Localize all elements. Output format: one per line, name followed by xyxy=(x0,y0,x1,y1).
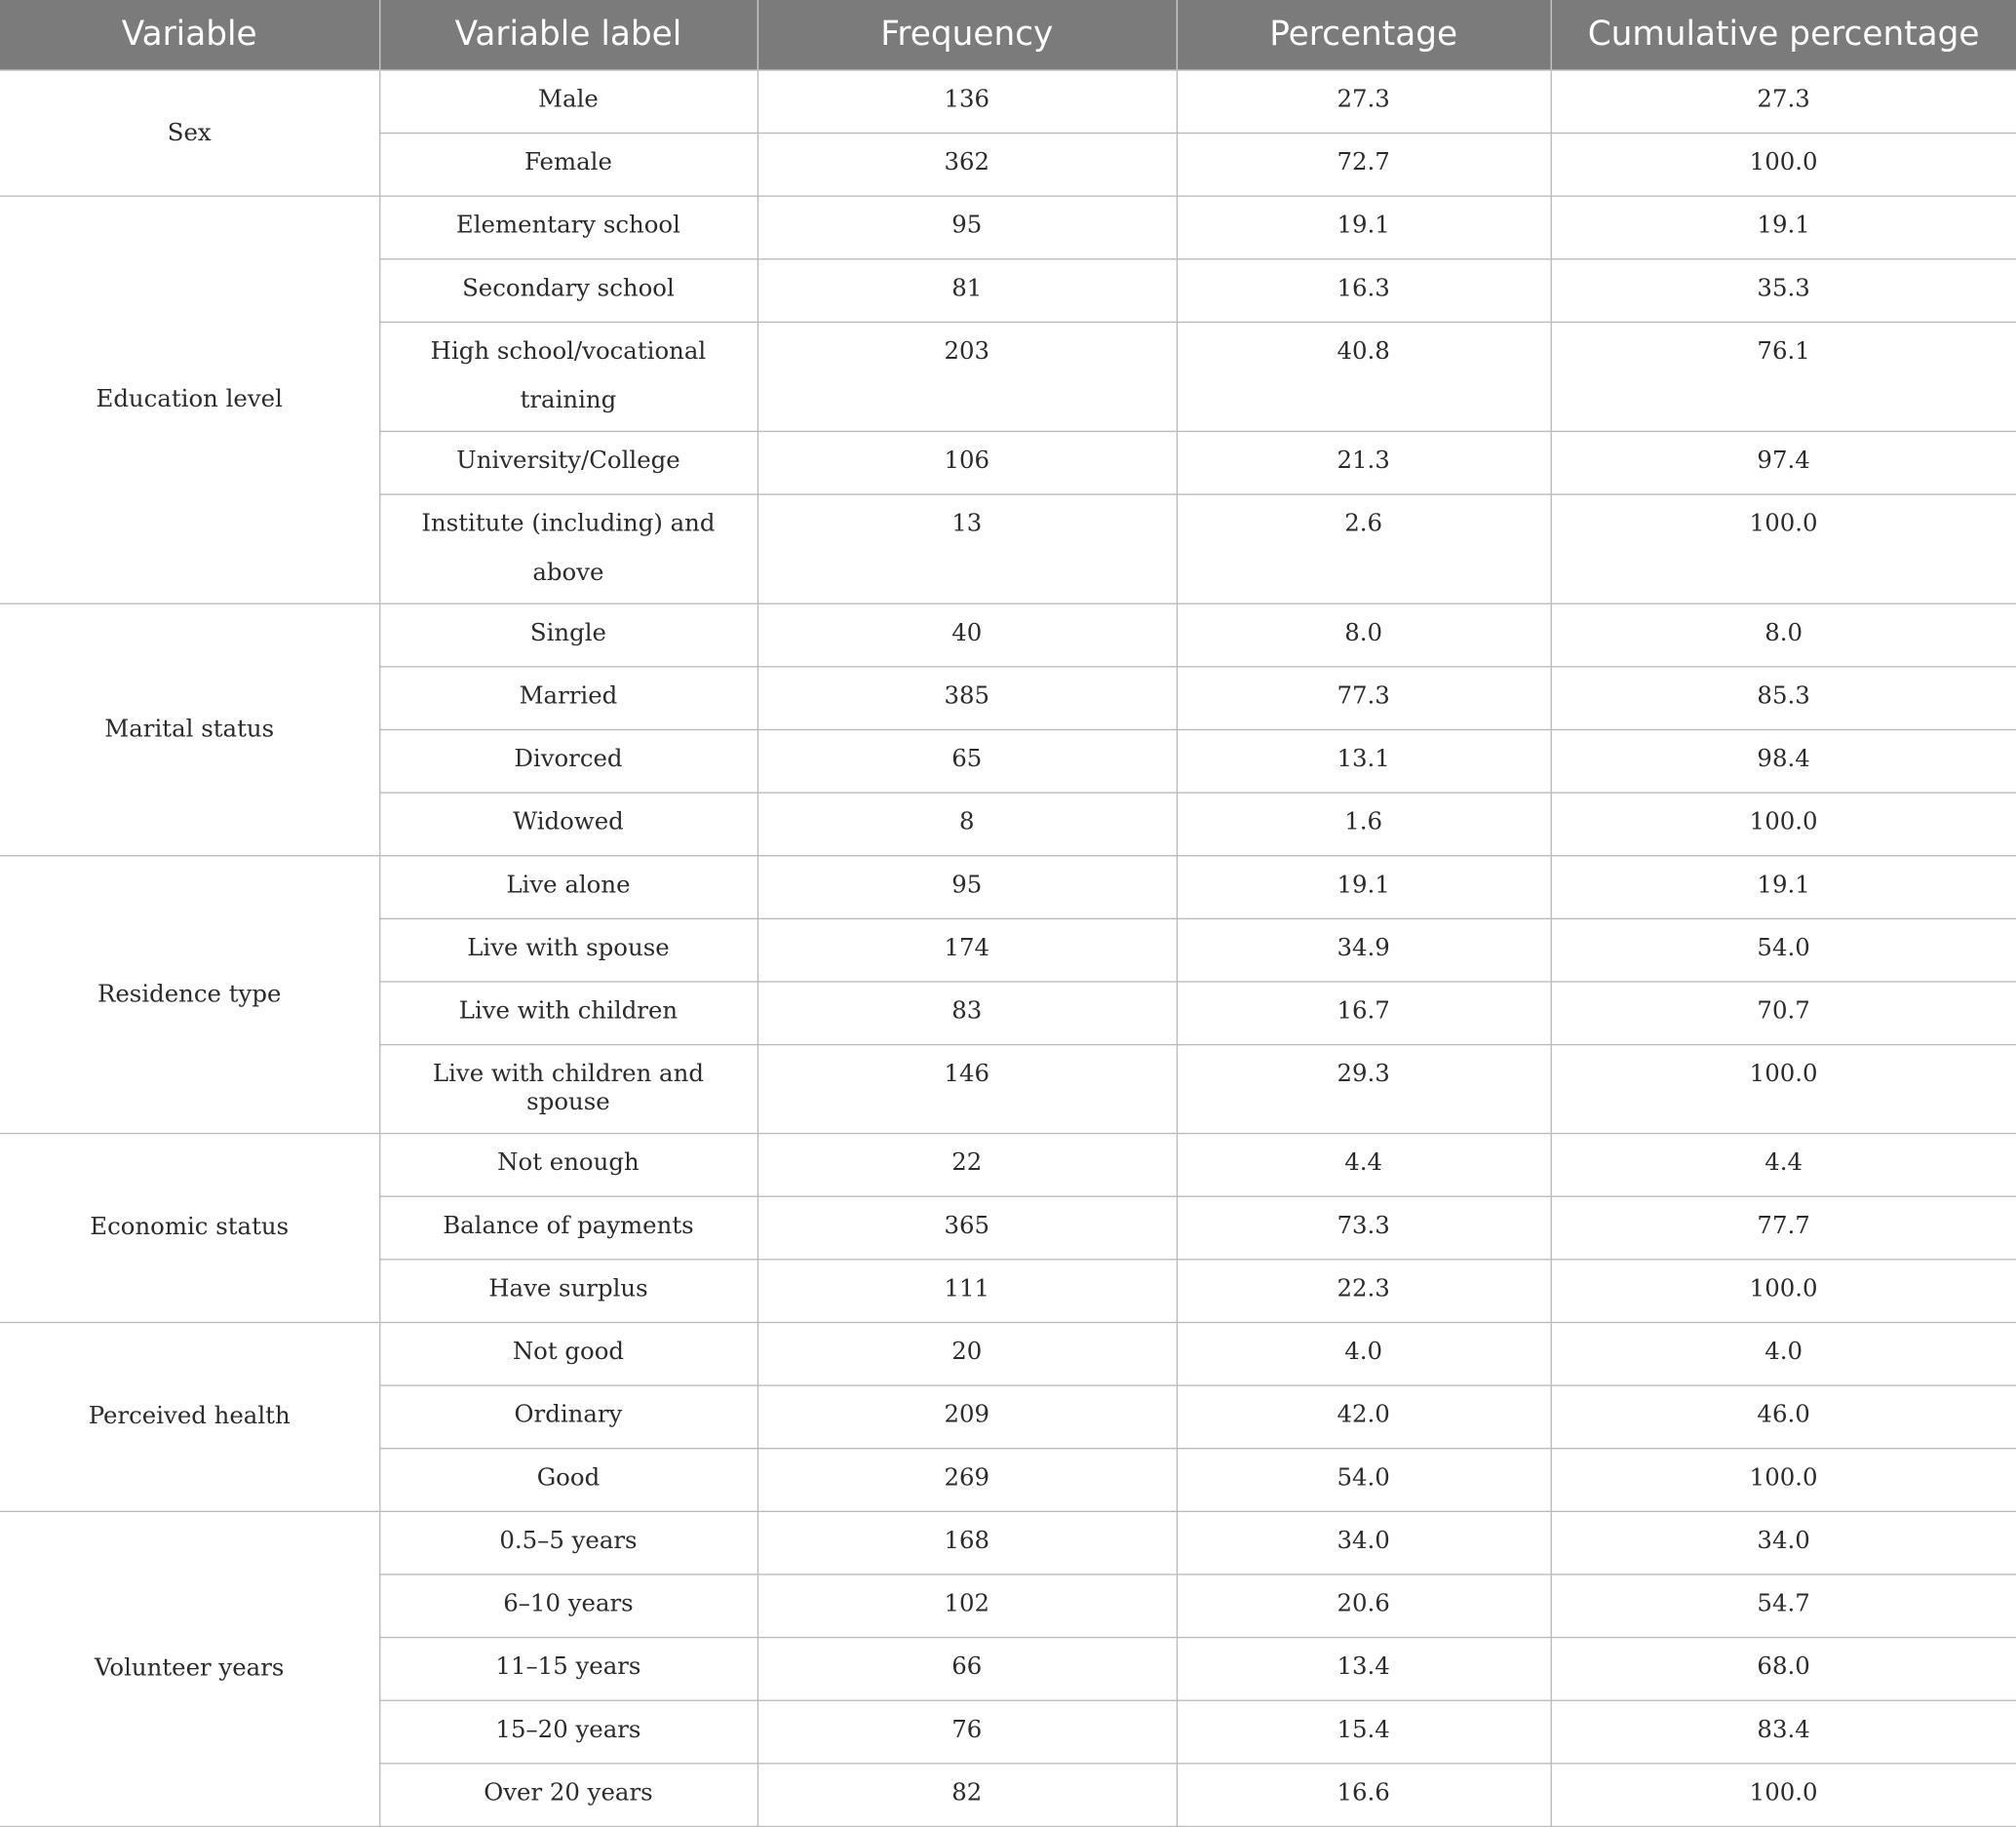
frequency-cell: 65 xyxy=(757,729,1177,793)
percentage-cell: 72.7 xyxy=(1177,134,1551,197)
header-variable: Variable xyxy=(0,0,379,70)
frequency-cell: 95 xyxy=(757,196,1177,259)
variable-label-cell: Married xyxy=(379,667,757,730)
cumulative-percentage-cell: 100.0 xyxy=(1551,1764,2016,1827)
percentage-cell: 29.3 xyxy=(1177,1045,1551,1134)
frequency-cell: 66 xyxy=(757,1638,1177,1701)
table-row xyxy=(0,1511,2016,1574)
cumulative-percentage-cell: 100.0 xyxy=(1551,1260,2016,1323)
cumulative-percentage-cell: 97.4 xyxy=(1551,431,2016,494)
frequency-cell: 362 xyxy=(757,134,1177,197)
frequency-cell: 95 xyxy=(757,856,1177,919)
percentage-cell: 19.1 xyxy=(1177,196,1551,259)
variable-label-cell: Secondary school xyxy=(379,259,757,323)
cumulative-percentage-cell: 77.7 xyxy=(1551,1196,2016,1260)
variable-label-cell: Live with spouse xyxy=(379,918,757,982)
frequency-cell: 111 xyxy=(757,1260,1177,1323)
cumulative-percentage-cell: 70.7 xyxy=(1551,982,2016,1045)
variable-label-cell: University/College xyxy=(379,431,757,494)
percentage-cell: 21.3 xyxy=(1177,431,1551,494)
header-frequency: Frequency xyxy=(757,0,1177,70)
cumulative-percentage-cell: 76.1 xyxy=(1551,322,2016,431)
percentage-cell: 22.3 xyxy=(1177,1260,1551,1323)
cumulative-percentage-cell: 4.4 xyxy=(1551,1134,2016,1197)
cumulative-percentage-cell: 46.0 xyxy=(1551,1385,2016,1449)
frequency-cell: 106 xyxy=(757,431,1177,494)
cumulative-percentage-cell: 85.3 xyxy=(1551,667,2016,730)
frequency-cell: 385 xyxy=(757,667,1177,730)
frequency-cell: 269 xyxy=(757,1449,1177,1512)
percentage-cell: 4.0 xyxy=(1177,1322,1551,1385)
percentage-cell: 73.3 xyxy=(1177,1196,1551,1260)
percentage-cell: 15.4 xyxy=(1177,1700,1551,1764)
percentage-cell: 27.3 xyxy=(1177,70,1551,134)
cumulative-percentage-cell: 19.1 xyxy=(1551,196,2016,259)
variable-label-cell: Live with children xyxy=(379,982,757,1045)
cumulative-percentage-cell: 34.0 xyxy=(1551,1511,2016,1574)
variable-label-cell: 0.5–5 years xyxy=(379,1511,757,1574)
frequency-cell: 365 xyxy=(757,1196,1177,1260)
variable-label-cell: Institute (including) and above xyxy=(379,494,757,603)
cumulative-percentage-cell: 35.3 xyxy=(1551,259,2016,323)
variable-label-cell: Not enough xyxy=(379,1134,757,1197)
variable-label-cell: Widowed xyxy=(379,793,757,856)
percentage-cell: 42.0 xyxy=(1177,1385,1551,1449)
frequency-cell: 174 xyxy=(757,918,1177,982)
variable-label-cell: Over 20 years xyxy=(379,1764,757,1827)
variable-label-cell: 11–15 years xyxy=(379,1638,757,1701)
table-row xyxy=(0,856,2016,919)
percentage-cell: 54.0 xyxy=(1177,1449,1551,1512)
variable-label-cell: Female xyxy=(379,134,757,197)
percentage-cell: 1.6 xyxy=(1177,793,1551,856)
variable-label-cell: Single xyxy=(379,603,757,667)
table-header xyxy=(0,0,2016,70)
frequency-cell: 22 xyxy=(757,1134,1177,1197)
variable-label-cell: High school/vocational training xyxy=(379,322,757,431)
percentage-cell: 4.4 xyxy=(1177,1134,1551,1197)
variable-cell: Residence type xyxy=(0,856,379,1134)
percentage-cell: 13.4 xyxy=(1177,1638,1551,1701)
percentage-cell: 16.3 xyxy=(1177,259,1551,323)
cumulative-percentage-cell: 100.0 xyxy=(1551,1045,2016,1134)
variable-label-cell: Live with children and spouse xyxy=(379,1045,757,1134)
frequency-cell: 13 xyxy=(757,494,1177,603)
cumulative-percentage-cell: 54.7 xyxy=(1551,1574,2016,1638)
frequency-cell: 82 xyxy=(757,1764,1177,1827)
variable-label-cell: Not good xyxy=(379,1322,757,1385)
header-row xyxy=(0,0,2016,70)
variable-cell: Sex xyxy=(0,70,379,196)
frequency-cell: 136 xyxy=(757,70,1177,134)
cumulative-percentage-cell: 100.0 xyxy=(1551,1449,2016,1512)
cumulative-percentage-cell: 54.0 xyxy=(1551,918,2016,982)
cumulative-percentage-cell: 100.0 xyxy=(1551,793,2016,856)
variable-label-cell: Divorced xyxy=(379,729,757,793)
percentage-cell: 16.6 xyxy=(1177,1764,1551,1827)
frequency-cell: 168 xyxy=(757,1511,1177,1574)
variable-cell: Perceived health xyxy=(0,1322,379,1511)
cumulative-percentage-cell: 98.4 xyxy=(1551,729,2016,793)
table-row xyxy=(0,1134,2016,1197)
frequency-cell: 76 xyxy=(757,1700,1177,1764)
cumulative-percentage-cell: 4.0 xyxy=(1551,1322,2016,1385)
variable-cell: Marital status xyxy=(0,603,379,856)
percentage-cell: 13.1 xyxy=(1177,729,1551,793)
table-row xyxy=(0,70,2016,134)
table-row xyxy=(0,603,2016,667)
percentage-cell: 20.6 xyxy=(1177,1574,1551,1638)
percentage-cell: 77.3 xyxy=(1177,667,1551,730)
percentage-cell: 19.1 xyxy=(1177,856,1551,919)
cumulative-percentage-cell: 83.4 xyxy=(1551,1700,2016,1764)
header-cumulative-percentage: Cumulative percentage xyxy=(1551,0,2016,70)
variable-cell: Economic status xyxy=(0,1134,379,1323)
cumulative-percentage-cell: 68.0 xyxy=(1551,1638,2016,1701)
variable-label-cell: 15–20 years xyxy=(379,1700,757,1764)
variable-cell: Education level xyxy=(0,196,379,603)
percentage-cell: 8.0 xyxy=(1177,603,1551,667)
frequency-cell: 20 xyxy=(757,1322,1177,1385)
frequency-cell: 102 xyxy=(757,1574,1177,1638)
frequency-cell: 203 xyxy=(757,322,1177,431)
cumulative-percentage-cell: 27.3 xyxy=(1551,70,2016,134)
percentage-cell: 34.0 xyxy=(1177,1511,1551,1574)
frequency-cell: 209 xyxy=(757,1385,1177,1449)
percentage-cell: 2.6 xyxy=(1177,494,1551,603)
variable-label-cell: Elementary school xyxy=(379,196,757,259)
variable-label-cell: Live alone xyxy=(379,856,757,919)
variable-cell: Volunteer years xyxy=(0,1511,379,1826)
variable-label-cell: 6–10 years xyxy=(379,1574,757,1638)
percentage-cell: 16.7 xyxy=(1177,982,1551,1045)
frequency-cell: 146 xyxy=(757,1045,1177,1134)
variable-label-cell: Male xyxy=(379,70,757,134)
frequency-cell: 40 xyxy=(757,603,1177,667)
variable-label-cell: Have surplus xyxy=(379,1260,757,1323)
variable-label-cell: Good xyxy=(379,1449,757,1512)
variable-label-cell: Ordinary xyxy=(379,1385,757,1449)
cumulative-percentage-cell: 19.1 xyxy=(1551,856,2016,919)
cumulative-percentage-cell: 100.0 xyxy=(1551,134,2016,197)
table-body xyxy=(0,70,2016,1827)
frequency-cell: 83 xyxy=(757,982,1177,1045)
frequency-cell: 81 xyxy=(757,259,1177,323)
table-row xyxy=(0,196,2016,259)
percentage-cell: 34.9 xyxy=(1177,918,1551,982)
header-variable-label: Variable label xyxy=(379,0,757,70)
table-row xyxy=(0,1322,2016,1385)
cumulative-percentage-cell: 8.0 xyxy=(1551,603,2016,667)
variable-label-cell: Balance of payments xyxy=(379,1196,757,1260)
percentage-cell: 40.8 xyxy=(1177,322,1551,431)
header-percentage: Percentage xyxy=(1177,0,1551,70)
cumulative-percentage-cell: 100.0 xyxy=(1551,494,2016,603)
frequency-cell: 8 xyxy=(757,793,1177,856)
